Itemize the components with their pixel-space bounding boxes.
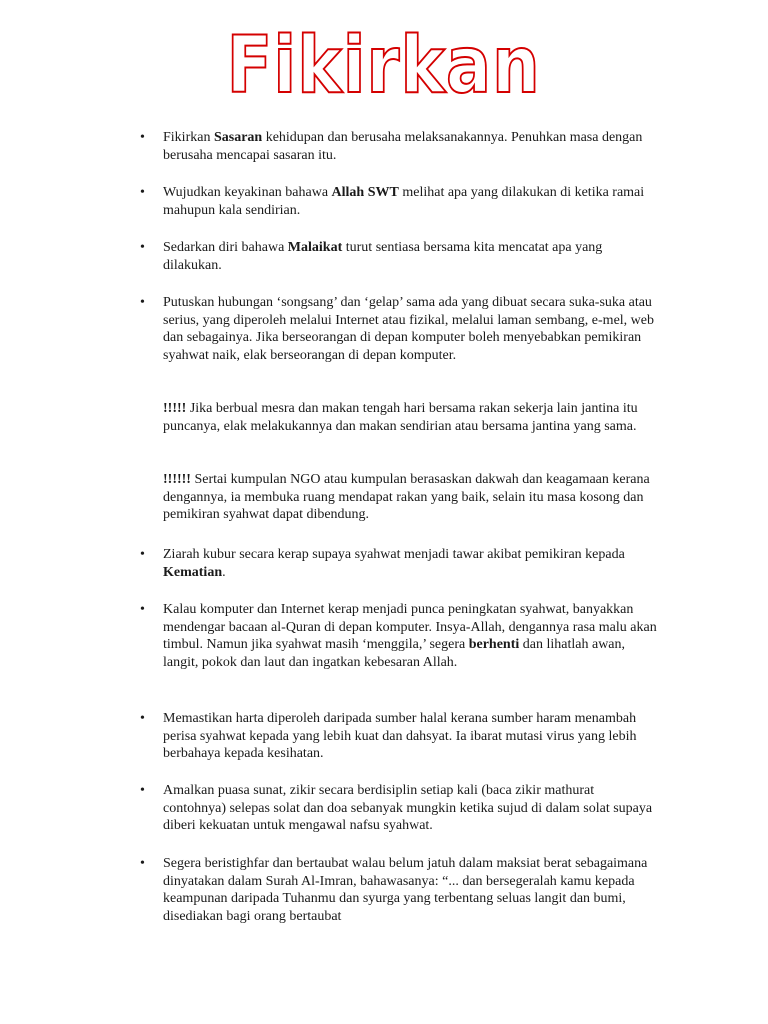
bullet-icon [140, 782, 150, 792]
list-item: Segera beristighfar dan bertaubat walau belum jatuh dalam maksiat berat sebagaimana dinyatakan dalam Surah Al-Imran, bahawasanya: “... dan bersegeralah kamu kepada keampunan daripada Tuhanmu dan syurga yang terbentang seluas langit dan bumi, disediakan bagi orang bertaubat [163, 856, 648, 924]
bullet-icon [140, 239, 150, 249]
bullet-icon [140, 184, 150, 194]
bullet-icon [140, 129, 150, 139]
list-item: Sedarkan diri bahawa Malaikat turut sentiasa bersama kita mencatat apa yang dilakukan. [163, 240, 603, 273]
list-item: Fikirkan Sasaran kehidupan dan berusaha melaksanakannya. Penuhkan masa dengan berusaha mencapai sasaran itu. [163, 130, 643, 163]
list-item: Kalau komputer dan Internet kerap menjadi punca peningkatan syahwat, banyakkan mendengar bacaan al-Quran di depan komputer. Insya-Allah, dengannya rasa malu akan timbul. Namun jika syahwat masih ‘menggila,’ segera berhenti dan lihatlah awan, langit, pokok dan laut dan ingatkan kebesaran Allah. [163, 602, 657, 670]
bullet-icon [140, 294, 150, 304]
list-item-continuation: !!!!! Jika berbual mesra dan makan tengah hari bersama rakan sekerja lain jantina itu puncanya, elak melakukannya dan makan sendirian atau bersama jantina yang sama. [163, 401, 638, 434]
bullet-icon [140, 601, 150, 611]
list-item-continuation: !!!!!! Sertai kumpulan NGO atau kumpulan berasaskan dakwah dan keagamaan kerana dengannya, ia membuka ruang mendapat rakan yang baik, selain itu masa kosong dan pemikiran syahwat dapat dibendung. [163, 472, 650, 522]
emphasis: Allah SWT [331, 185, 399, 200]
list-item: Putuskan hubungan ‘songsang’ dan ‘gelap’ sama ada yang dibuat secara suka-suka atau serius, yang diperoleh melalui Internet atau fizikal, melalui laman sembang, e-mel, web dan sebagainya. Jika berseorangan di depan komputer boleh menyebabkan pemikiran syahwat naik, elak berseorangan di depan komputer. [163, 295, 654, 363]
list-item: Ziarah kubur secara kerap supaya syahwat menjadi tawar akibat pemikiran kepada Kematian. [163, 547, 625, 580]
list-item: Wujudkan keyakinan bahawa Allah SWT melihat apa yang dilakukan di ketika ramai mahupun kala sendirian. [163, 185, 645, 218]
page-title: Fikirkan [226, 21, 542, 111]
bullet-icon [140, 710, 150, 720]
emphasis: !!!!!! [163, 472, 191, 487]
emphasis: Malaikat [287, 240, 343, 255]
emphasis: Sasaran [213, 130, 263, 145]
list-item: Memastikan harta diperoleh daripada sumber halal kerana sumber haram menambah perisa syahwat kepada yang lebih kuat dan dahsyat. Ia ibarat mutasi virus yang lebih berbahaya kepada kesihatan. [163, 711, 637, 761]
emphasis: !!!!! [163, 401, 187, 416]
list-item: Amalkan puasa sunat, zikir secara berdisiplin setiap kali (baca zikir mathurat contohnya) selepas solat dan doa sebanyak mungkin ketika sujud di dalam solat supaya diberi kekuatan untuk mengawal nafsu syahwat. [163, 783, 653, 833]
bullet-icon [140, 546, 150, 556]
emphasis: berhenti [468, 637, 520, 652]
bullet-icon [140, 855, 150, 865]
emphasis: Kematian [163, 564, 223, 580]
